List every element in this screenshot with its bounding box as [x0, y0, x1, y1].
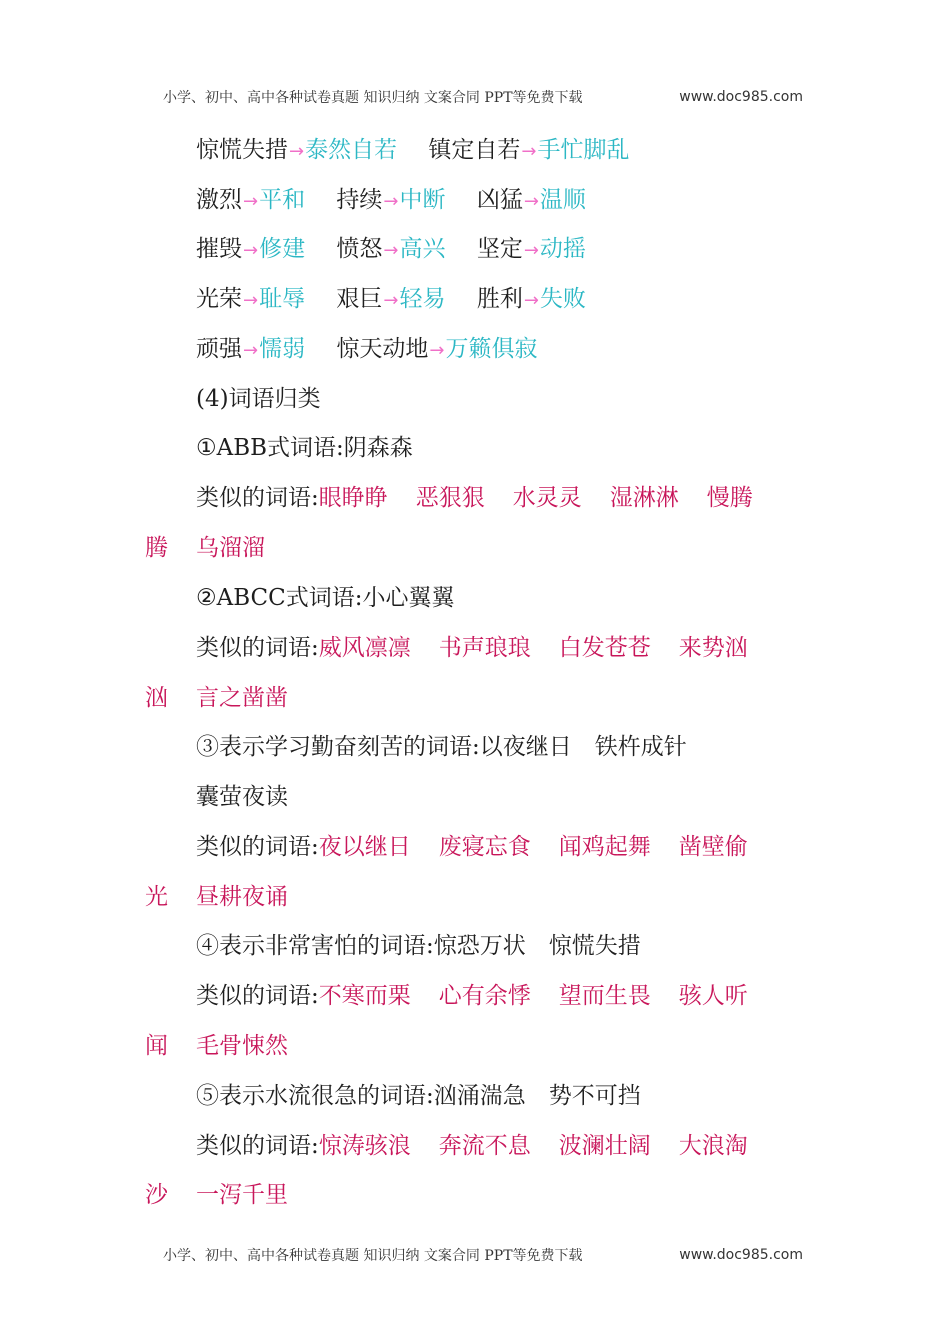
similar-label: 类似的词语: [196, 983, 319, 1009]
item-question: ③表示学习勤奋刻苦的词语:以夜继日 铁杵成针 [196, 734, 687, 760]
answer-word: 惊涛骇浪 [318, 1133, 411, 1159]
page-header [163, 85, 803, 109]
antonym: 动摇 [539, 236, 586, 262]
answer-word: 骇人听 [678, 983, 748, 1009]
item-question-cont: 囊萤夜读 [196, 784, 288, 810]
antonym-row-4 [196, 279, 586, 319]
answer-word: 沙 [145, 1182, 168, 1208]
answer-word: 来势汹 [678, 635, 748, 661]
word: 惊慌失措 [196, 137, 288, 163]
answer-word: 腾 [145, 535, 168, 561]
antonym-row-1 [196, 130, 630, 170]
arrow-icon: → [243, 340, 259, 361]
similar-words-wrap [145, 678, 288, 718]
item-question: ①ABB式词语:阴森森 [196, 435, 413, 461]
answer-word: 书声琅琅 [438, 635, 531, 661]
word: 持续 [336, 187, 383, 213]
arrow-icon: → [429, 340, 445, 361]
word: 顽强 [196, 336, 242, 362]
answer-word: 闻 [145, 1033, 168, 1059]
section-title: (4)词语归类 [196, 386, 321, 412]
arrow-icon: → [383, 191, 399, 212]
item-question: ②ABCC式词语:小心翼翼 [196, 585, 455, 611]
footer-url: www.doc985.com [679, 1247, 803, 1263]
answer-word: 一泻千里 [196, 1182, 288, 1208]
word: 摧毁 [196, 236, 242, 262]
page-footer [163, 1243, 803, 1267]
answer-word: 乌溜溜 [196, 535, 265, 561]
answer-word: 废寝忘食 [438, 834, 531, 860]
antonym: 温顺 [539, 187, 586, 213]
antonym: 高兴 [399, 236, 446, 262]
arrow-icon: → [243, 191, 259, 212]
answer-word: 不寒而栗 [318, 983, 411, 1009]
word: 愤怒 [336, 236, 383, 262]
answer-word: 光 [145, 884, 168, 910]
similar-label: 类似的词语: [196, 1133, 319, 1159]
answer-word: 恶狠狠 [415, 485, 485, 511]
arrow-icon: → [243, 240, 259, 261]
arrow-icon: → [523, 240, 539, 261]
answer-word: 波澜壮阔 [558, 1133, 651, 1159]
similar-words-wrap [145, 1026, 288, 1066]
arrow-icon: → [523, 290, 539, 311]
similar-label: 类似的词语: [196, 635, 319, 661]
similar-words-wrap [145, 1175, 288, 1215]
answer-word: 闻鸡起舞 [558, 834, 651, 860]
arrow-icon: → [521, 141, 537, 162]
answer-word: 汹 [145, 685, 168, 711]
similar-words-wrap [145, 528, 265, 568]
answer-word: 水灵灵 [512, 485, 582, 511]
similar-label: 类似的词语: [196, 834, 319, 860]
arrow-icon: → [289, 141, 305, 162]
antonym: 泰然自若 [305, 137, 398, 163]
arrow-icon: → [383, 240, 399, 261]
antonym: 耻辱 [259, 286, 306, 312]
answer-word: 凿壁偷 [678, 834, 748, 860]
answer-word: 奔流不息 [438, 1133, 531, 1159]
item-question: ④表示非常害怕的词语:惊恐万状 惊慌失措 [196, 933, 641, 959]
arrow-icon: → [383, 290, 399, 311]
similar-words-line [196, 976, 748, 1016]
arrow-icon: → [523, 191, 539, 212]
antonym-row-2 [196, 180, 586, 220]
answer-word: 湿淋淋 [609, 485, 679, 511]
footer-text: 小学、初中、高中各种试卷真题 知识归纳 文案合同 PPT等免费下载 [163, 1248, 583, 1264]
similar-words-wrap [145, 877, 288, 917]
antonym: 平和 [259, 187, 306, 213]
word: 光荣 [196, 286, 242, 312]
similar-label: 类似的词语: [196, 485, 319, 511]
word: 惊天动地 [336, 336, 429, 362]
similar-words-line [196, 628, 748, 668]
arrow-icon: → [243, 290, 259, 311]
answer-word: 夜以继日 [318, 834, 411, 860]
antonym: 万籁俱寂 [445, 336, 538, 362]
antonym-row-5 [196, 329, 538, 369]
answer-word: 白发苍苍 [558, 635, 651, 661]
answer-word: 大浪淘 [678, 1133, 748, 1159]
answer-word: 心有余悸 [438, 983, 531, 1009]
answer-word: 威风凛凛 [318, 635, 411, 661]
antonym: 手忙脚乱 [537, 137, 630, 163]
antonym: 轻易 [399, 286, 446, 312]
word: 胜利 [476, 286, 523, 312]
answer-word: 眼睁睁 [318, 485, 388, 511]
similar-words-line [196, 1126, 748, 1166]
answer-word: 言之凿凿 [196, 685, 288, 711]
answer-word: 慢腾 [706, 485, 753, 511]
word: 凶猛 [476, 187, 523, 213]
antonym: 修建 [259, 236, 306, 262]
header-text: 小学、初中、高中各种试卷真题 知识归纳 文案合同 PPT等免费下载 [163, 90, 583, 106]
antonym: 失败 [539, 286, 586, 312]
word: 坚定 [476, 236, 523, 262]
antonym: 懦弱 [259, 336, 306, 362]
antonym: 中断 [399, 187, 446, 213]
similar-words-line [196, 827, 748, 867]
header-url: www.doc985.com [679, 89, 803, 105]
answer-word: 望而生畏 [558, 983, 651, 1009]
word: 艰巨 [336, 286, 383, 312]
word: 激烈 [196, 187, 242, 213]
similar-words-line [196, 478, 753, 518]
word: 镇定自若 [428, 137, 521, 163]
item-question: ⑤表示水流很急的词语:汹涌湍急 势不可挡 [196, 1083, 641, 1109]
answer-word: 毛骨悚然 [196, 1033, 288, 1059]
antonym-row-3 [196, 229, 586, 269]
answer-word: 昼耕夜诵 [196, 884, 288, 910]
